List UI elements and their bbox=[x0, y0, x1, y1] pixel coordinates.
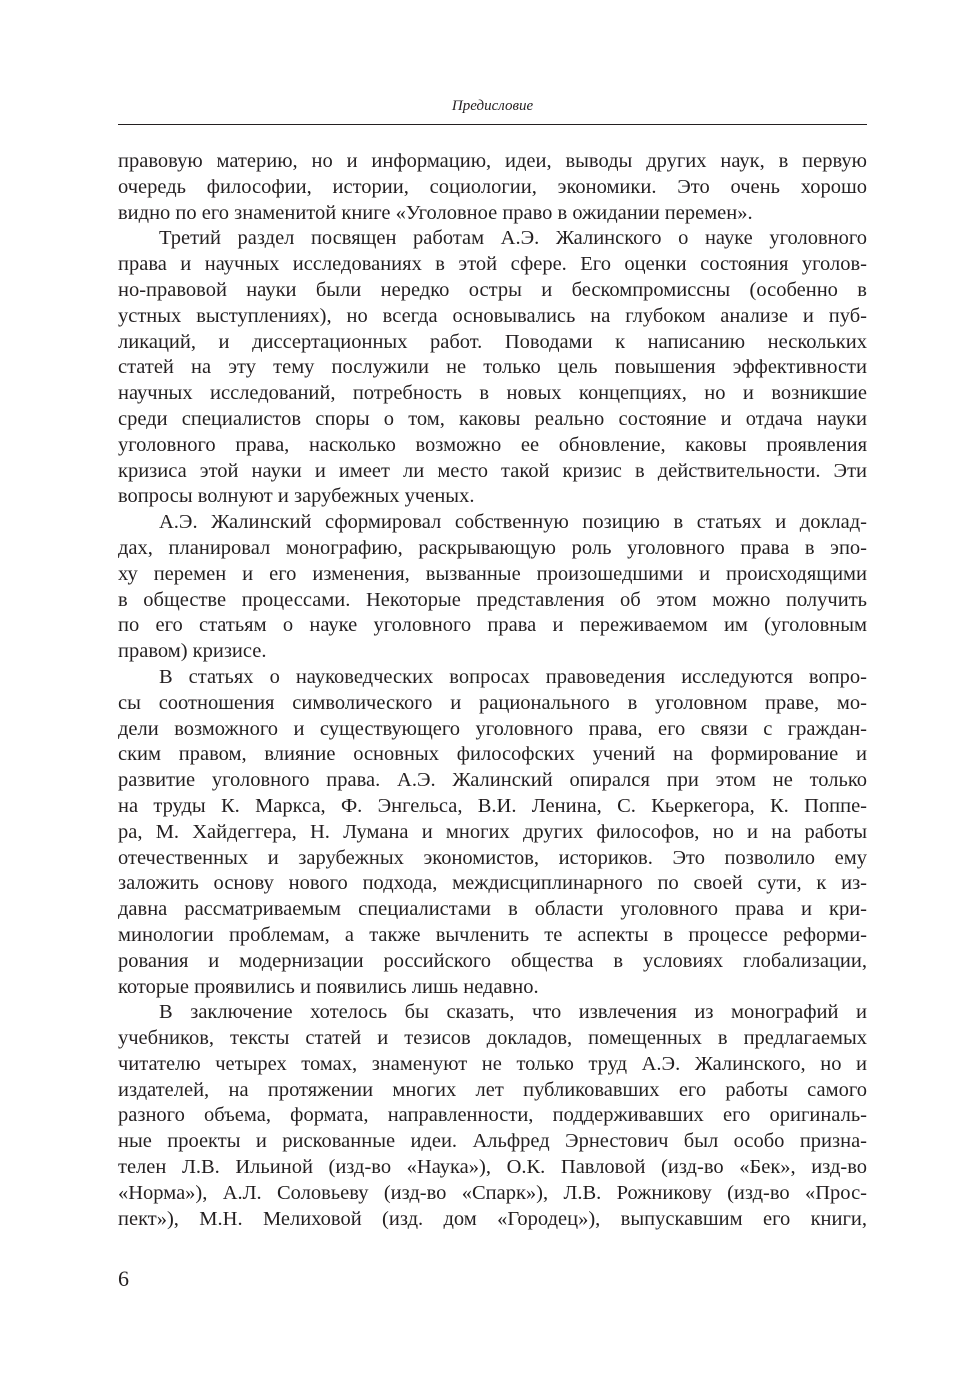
text-line: кризиса этой науки и имеет ли место такой кризис в действительности. Эти bbox=[118, 459, 867, 482]
text-line: телен Л.В. Ильиной (изд-во «Наука»), О.К. Павловой (изд-во «Бек», изд-во bbox=[118, 1156, 867, 1179]
text-line: в обществе процессами. Некоторые представления об этом можно получить bbox=[118, 588, 867, 611]
text-line: на труды К. Маркса, Ф. Энгельса, В.И. Ленина, С. Кьеркегора, К. Поппе- bbox=[118, 794, 867, 817]
paragraph bbox=[118, 149, 867, 226]
text-line: по его статьям о науке уголовного права и переживаемом им (уголовным bbox=[118, 614, 867, 637]
text-line: дах, планировал монографию, раскрывающую роль уголовного права в эпо- bbox=[118, 536, 867, 559]
text-line: уголовного права, насколько возможно ее обновление, каковы проявления bbox=[118, 433, 867, 456]
text-line: очередь философии, истории, социологии, экономики. Это очень хорошо bbox=[118, 175, 867, 198]
text-line: правом) кризисе. bbox=[118, 640, 267, 663]
text-line: научных исследований, потребность в новых концепциях, но и возникшие bbox=[118, 382, 867, 405]
text-line: права и научных исследованиях в этой сфере. Его оценки состояния уголов- bbox=[118, 253, 867, 276]
text-line: правовую материю, но и информацию, идеи, выводы других наук, в первую bbox=[118, 150, 867, 172]
text-line: рования и модернизации российского общества в условиях глобализации, bbox=[118, 949, 867, 972]
text-line: ные проекты и рискованные идеи. Альфред Эрнестович был особо призна- bbox=[118, 1130, 867, 1153]
text-line: ра, М. Хайдеггера, Н. Лумана и многих других философов, но и на работы bbox=[118, 820, 867, 843]
text-line: ху перемен и его изменения, вызванные произошедшими и происходящими bbox=[118, 562, 867, 585]
paragraph bbox=[118, 510, 867, 665]
text-line: А.Э. Жалинский сформировал собственную позицию в статьях и доклад- bbox=[159, 511, 867, 534]
body-text bbox=[118, 149, 867, 1232]
header-rule bbox=[118, 124, 867, 125]
paragraph bbox=[118, 1000, 867, 1232]
text-line: ским правом, влияние основных философских учений на формирование и bbox=[118, 743, 867, 766]
text-line: сы соотношения символического и рационального в уголовном праве, мо- bbox=[118, 691, 867, 714]
text-line: читателю четырех томах, знаменуют не только труд А.Э. Жалинского, но и bbox=[118, 1052, 867, 1075]
text-line: дели возможного и существующего уголовного права, его связи с граждан- bbox=[118, 717, 867, 740]
text-line: заложить основу нового подхода, междисциплинарного по своей сути, к из- bbox=[118, 872, 867, 895]
text-line: минологии проблемам, а также вычленить те аспекты в процессе реформи- bbox=[118, 923, 867, 946]
text-line: издателей, на протяжении многих лет публиковавших его работы самого bbox=[118, 1078, 867, 1101]
text-line: ликаций, и диссертационных работ. Поводами к написанию нескольких bbox=[118, 330, 867, 353]
text-line: пект»), М.Н. Мелиховой (изд. дом «Городец»), выпускавшим его книги, bbox=[118, 1207, 867, 1230]
text-line: развитие уголовного права. А.Э. Жалинский опирался при этом не только bbox=[118, 769, 867, 792]
text-line: среди специалистов споры о том, каковы реально состояние и отдача науки bbox=[118, 407, 867, 430]
text-line: но-правовой науки были нередко остры и бескомпромиссны (особенно в bbox=[118, 278, 867, 301]
paragraph bbox=[118, 226, 867, 510]
text-line: учебников, тексты статей и тезисов докладов, помещенных в предлагаемых bbox=[118, 1027, 867, 1050]
paragraph bbox=[118, 665, 867, 1000]
text-line: разного объема, формата, направленности, поддерживавших его оригиналь- bbox=[118, 1104, 867, 1127]
text-line: отечественных и зарубежных экономистов, историков. Это позволило ему bbox=[118, 846, 867, 869]
text-line: давна рассматриваемым специалистами в области уголовного права и кри- bbox=[118, 898, 867, 921]
text-line: устных выступлениях), но всегда основывались на глубоком анализе и пуб- bbox=[118, 304, 867, 327]
text-line: статей на эту тему послужили не только цель повышения эффективности bbox=[118, 356, 867, 379]
text-line: В статьях о науковедческих вопросах правоведения исследуются вопро- bbox=[159, 665, 867, 688]
text-line: которые проявились и появились лишь недавно. bbox=[118, 975, 539, 998]
text-line: «Норма»), А.Л. Соловьеву (изд-во «Спарк»), Л.В. Рожникову (изд-во «Прос- bbox=[118, 1181, 867, 1204]
text-line: Третий раздел посвящен работам А.Э. Жалинского о науке уголовного bbox=[159, 227, 867, 250]
running-head: Предисловие bbox=[451, 98, 534, 114]
text-line: вопросы волнуют и зарубежных ученых. bbox=[118, 485, 475, 508]
text-line: видно по его знаменитой книге «Уголовное право в ожидании перемен». bbox=[118, 201, 753, 224]
text-line: В заключение хотелось бы сказать, что извлечения из монографий и bbox=[159, 1001, 867, 1024]
page-number: 6 bbox=[118, 1266, 129, 1291]
